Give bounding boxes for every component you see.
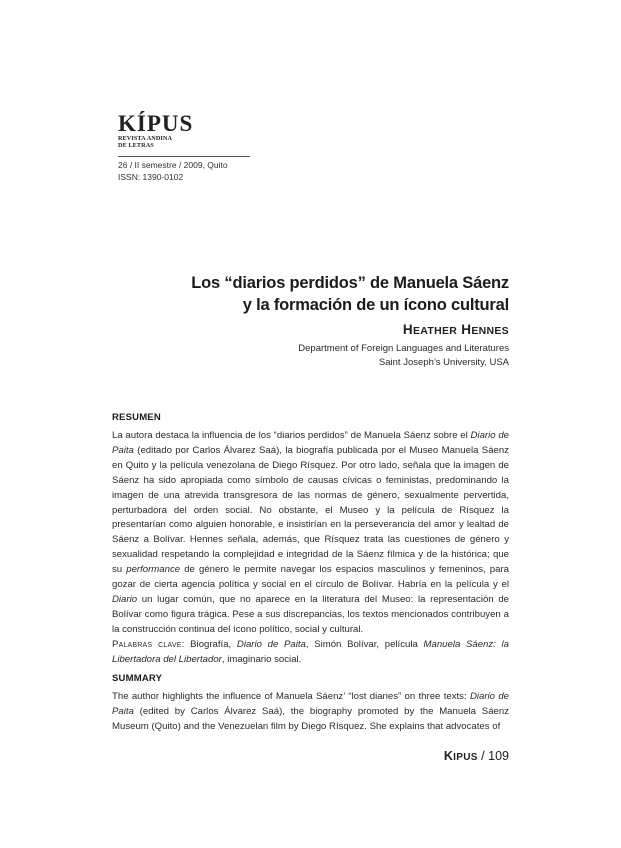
- issn-line: ISSN: 1390-0102: [118, 172, 184, 182]
- resumen-paragraph: La autora destaca la influencia de los “diarios perdidos” de Manuela Sáenz sobre el Diario de Paita (editado por Carlos Álvarez Saá), la biografía publicada por el Museo Manuela Sáenz en Quito y la película venezolana de Diego Rísquez. Por otro lado, señala que la imagen de Sáenz ha sido apropiada como símbolo de causas cívicas o feministas, predominando la imagen de una atrevida transgresora de las normas de género, sexualmente pervertida, perturbadora del orden social. No obstante, el Museo y la película de Rísquez la presentarían como alguien honorable, e insistirían en la perseverancia del amor y lealtad de Sáenz a Bolívar. Hennes señala, además, que Rísquez trata las cuestiones de género y sexualidad respetando la complejidad e integridad de la Sáenz fílmica y de la histórica; que su performance de género le permite navegar los espacios masculinos y femeninos, para gozar de cierta agencia política y social en el círculo de Bolívar. Habría en la película y el Diario un lugar común, que no aparece en la literatura del Museo: la representación de Bolívar como figura trágica. Pese a sus discrepancias, los textos mencionados contribuyen a la construcción continua del ícono político, social y cultural.: [112, 430, 509, 635]
- issue-info: [118, 159, 228, 183]
- author-affiliation: [89, 342, 509, 370]
- resumen-section: [112, 412, 509, 668]
- keywords-paragraph: Palabras clave: Biografía, Diario de Paita, Simón Bolívar, película Manuela Sáenz: la Libertadora del Libertador, imaginario social.: [112, 638, 509, 665]
- affiliation-line-2: Saint Joseph’s University, USA: [378, 357, 509, 368]
- logo-subtitle-2: DE LETRAS: [118, 142, 154, 149]
- journal-logo: [118, 112, 228, 149]
- article-title-line-2: y la formación de un ícono cultural: [242, 296, 509, 314]
- header-rule: [118, 156, 250, 157]
- summary-heading: SUMMARY: [112, 673, 163, 684]
- issue-line: 26 / II semestre / 2009, Quito: [118, 160, 228, 170]
- logo-subtitle-1: REVISTA ANDINA: [118, 135, 173, 142]
- page-number: 109: [488, 749, 509, 763]
- article-title-line-1: Los “diarios perdidos” de Manuela Sáenz: [191, 274, 509, 292]
- article-header: [89, 272, 509, 370]
- summary-section: [112, 673, 509, 735]
- page-footer: KIPUS / 109: [443, 749, 509, 763]
- summary-paragraph: The author highlights the influence of Manuela Sáenz’ “lost diaries” on three texts: Diario de Paita (edited by Carlos Álvarez Saá), the biography promoted by the Manuela Sáenz Museum (Quito) and the Venezuelan film by Diego Rísquez. She explains that advocates of: [112, 691, 509, 732]
- author-name: HEATHER HENNES: [402, 322, 509, 337]
- resumen-heading: RESUMEN: [112, 412, 161, 423]
- footer-separator: /: [481, 749, 485, 763]
- logo-wordmark: KÍPUS: [118, 111, 194, 136]
- affiliation-line-1: Department of Foreign Languages and Literatures: [298, 343, 509, 354]
